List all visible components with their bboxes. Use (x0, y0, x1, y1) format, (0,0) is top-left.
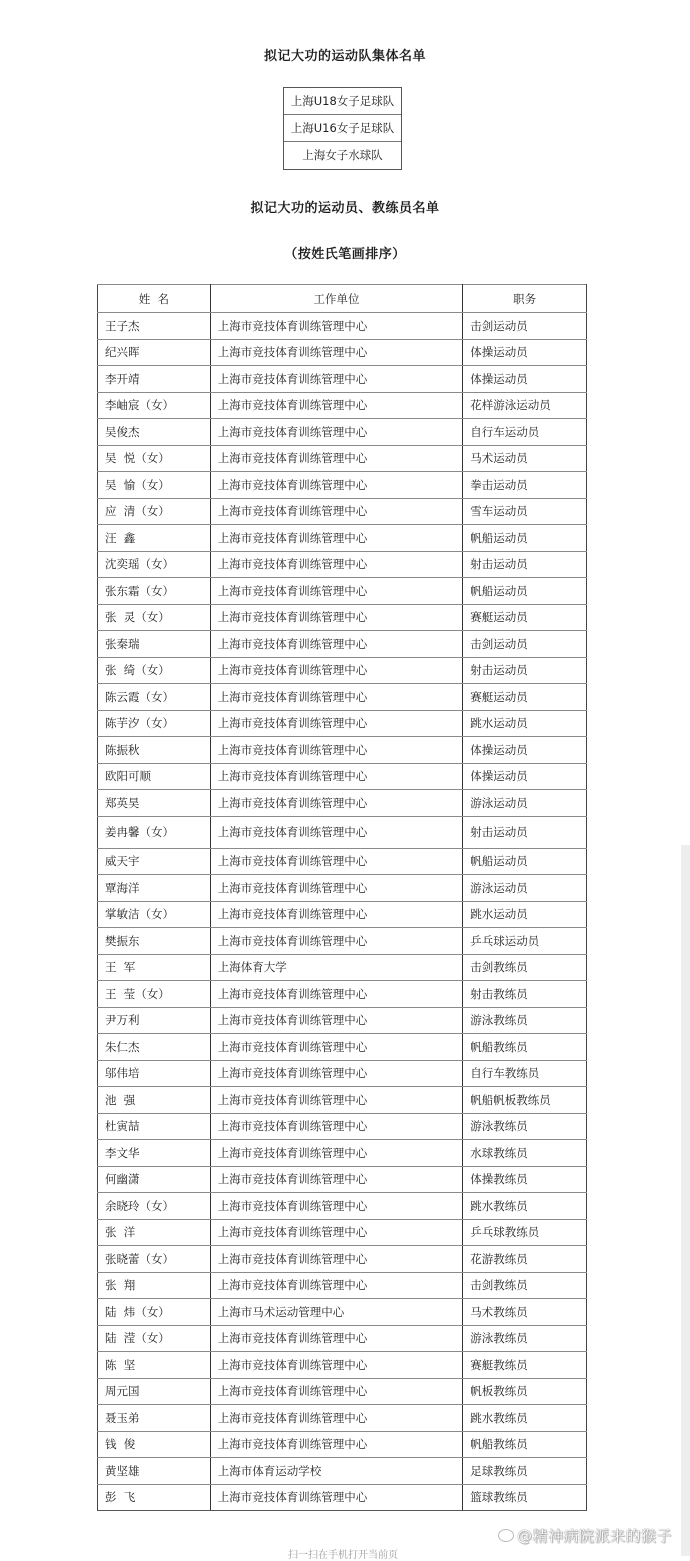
cell-workplace: 上海市竞技体育训练管理中心 (210, 1272, 462, 1299)
cell-name: 应 清（女） (98, 498, 211, 525)
cell-position: 帆船教练员 (463, 1431, 587, 1458)
cell-workplace: 上海市竞技体育训练管理中心 (210, 848, 462, 875)
scan-qr-hint: 扫一扫在手机打开当前页 (288, 1550, 398, 1561)
cell-name: 威天宇 (98, 848, 211, 875)
individual-list-title: 拟记大功的运动员、教练员名单 (250, 201, 440, 216)
table-row (98, 472, 587, 499)
cell-workplace: 上海市竞技体育训练管理中心 (210, 875, 462, 902)
table-row (98, 578, 587, 605)
cell-name: 余晓玲（女） (98, 1193, 211, 1220)
cell-workplace: 上海市竞技体育训练管理中心 (210, 1405, 462, 1432)
honoree-table (97, 284, 587, 1511)
cell-workplace: 上海市竞技体育训练管理中心 (210, 1166, 462, 1193)
table-row (98, 1193, 587, 1220)
cell-name: 王 军 (98, 954, 211, 981)
cell-name: 池 强 (98, 1087, 211, 1114)
cell-position: 击剑教练员 (463, 1272, 587, 1299)
cell-workplace: 上海市竞技体育训练管理中心 (210, 1325, 462, 1352)
cell-name: 张 绮（女） (98, 657, 211, 684)
cell-name: 张晓蕾（女） (98, 1246, 211, 1273)
cell-workplace: 上海市竞技体育训练管理中心 (210, 1378, 462, 1405)
cell-name: 杜寅喆 (98, 1113, 211, 1140)
cell-position: 游泳教练员 (463, 1007, 587, 1034)
cell-position: 乒乓球运动员 (463, 928, 587, 955)
table-row (98, 1140, 587, 1167)
cell-position: 击剑教练员 (463, 954, 587, 981)
table-row (98, 901, 587, 928)
table-row (98, 1299, 587, 1326)
cell-name: 欧阳可顺 (98, 763, 211, 790)
cell-position: 马术运动员 (463, 445, 587, 472)
cell-position: 射击教练员 (463, 981, 587, 1008)
cell-name: 朱仁杰 (98, 1034, 211, 1061)
cell-workplace: 上海市竞技体育训练管理中心 (210, 981, 462, 1008)
cell-name: 聂玉弟 (98, 1405, 211, 1432)
table-row (98, 419, 587, 446)
cell-workplace: 上海市竞技体育训练管理中心 (210, 928, 462, 955)
cell-position: 游泳教练员 (463, 1325, 587, 1352)
cell-name: 吴 愉（女） (98, 472, 211, 499)
table-row (98, 848, 587, 875)
cell-position: 体操运动员 (463, 366, 587, 393)
cell-name: 张东霜（女） (98, 578, 211, 605)
cell-position: 帆船帆板教练员 (463, 1087, 587, 1114)
table-row (98, 1060, 587, 1087)
table-row (98, 445, 587, 472)
table-row (98, 875, 587, 902)
cell-position: 帆船运动员 (463, 578, 587, 605)
cell-workplace: 上海市竞技体育训练管理中心 (210, 1007, 462, 1034)
cell-position: 帆船运动员 (463, 848, 587, 875)
cell-workplace: 上海市竞技体育训练管理中心 (210, 684, 462, 711)
table-row (98, 790, 587, 817)
header-name: 姓 名 (98, 285, 211, 313)
cell-position: 体操运动员 (463, 763, 587, 790)
cell-name: 李文华 (98, 1140, 211, 1167)
cell-name: 邬伟培 (98, 1060, 211, 1087)
table-row (98, 1087, 587, 1114)
cell-position: 水球教练员 (463, 1140, 587, 1167)
cell-workplace: 上海市竞技体育训练管理中心 (210, 472, 462, 499)
cell-workplace: 上海市竞技体育训练管理中心 (210, 737, 462, 764)
table-row (98, 1034, 587, 1061)
table-row (98, 392, 587, 419)
table-row (98, 551, 587, 578)
cell-name: 吴 悦（女） (98, 445, 211, 472)
sort-note: （按姓氏笔画排序） (284, 247, 406, 262)
cell-workplace: 上海市竞技体育训练管理中心 (210, 1193, 462, 1220)
cell-workplace: 上海市竞技体育训练管理中心 (210, 498, 462, 525)
cell-workplace: 上海市竞技体育训练管理中心 (210, 790, 462, 817)
cell-name: 李开靖 (98, 366, 211, 393)
cell-workplace: 上海市竞技体育训练管理中心 (210, 366, 462, 393)
cell-workplace: 上海市竞技体育训练管理中心 (210, 1060, 462, 1087)
cell-name: 钱 俊 (98, 1431, 211, 1458)
table-row (98, 1219, 587, 1246)
team-list-box (283, 87, 402, 170)
cell-position: 跳水教练员 (463, 1193, 587, 1220)
cell-name: 姜冉馨（女） (98, 816, 211, 848)
side-scroll-strip (681, 845, 690, 1556)
table-row (98, 313, 587, 340)
cell-workplace: 上海市竞技体育训练管理中心 (210, 657, 462, 684)
team-item: 上海U18女子足球队 (284, 88, 401, 115)
cell-position: 赛艇运动员 (463, 604, 587, 631)
cell-workplace: 上海市竞技体育训练管理中心 (210, 631, 462, 658)
table-row (98, 604, 587, 631)
cell-name: 张 洋 (98, 1219, 211, 1246)
cell-workplace: 上海市竞技体育训练管理中心 (210, 392, 462, 419)
team-item: 上海U16女子足球队 (284, 115, 401, 142)
table-row (98, 1352, 587, 1379)
table-row (98, 498, 587, 525)
table-row (98, 631, 587, 658)
cell-workplace: 上海市竞技体育训练管理中心 (210, 816, 462, 848)
cell-workplace: 上海市竞技体育训练管理中心 (210, 445, 462, 472)
cell-name: 汪 鑫 (98, 525, 211, 552)
cell-position: 拳击运动员 (463, 472, 587, 499)
cell-position: 体操运动员 (463, 339, 587, 366)
team-item: 上海女子水球队 (302, 148, 383, 162)
cell-name: 沈奕瑶（女） (98, 551, 211, 578)
table-row (98, 928, 587, 955)
table-header-row (98, 285, 587, 313)
table-body (98, 313, 587, 1511)
cell-position: 足球教练员 (463, 1458, 587, 1485)
table-row (98, 737, 587, 764)
cell-name: 陈 坚 (98, 1352, 211, 1379)
cell-workplace: 上海市竞技体育训练管理中心 (210, 313, 462, 340)
cell-name: 郑英昊 (98, 790, 211, 817)
cell-name: 陈芋汐（女） (98, 710, 211, 737)
cell-position: 自行车运动员 (463, 419, 587, 446)
cell-position: 游泳教练员 (463, 1113, 587, 1140)
table-row (98, 1378, 587, 1405)
cell-position: 篮球教练员 (463, 1484, 587, 1511)
table-row (98, 1431, 587, 1458)
cell-name: 何幽潇 (98, 1166, 211, 1193)
cell-workplace: 上海市竞技体育训练管理中心 (210, 710, 462, 737)
table-row (98, 710, 587, 737)
cell-name: 纪兴晖 (98, 339, 211, 366)
cell-position: 射击运动员 (463, 816, 587, 848)
cell-position: 帆板教练员 (463, 1378, 587, 1405)
cell-name: 张 翔 (98, 1272, 211, 1299)
header-workplace: 工作单位 (210, 285, 462, 313)
cell-workplace: 上海市体育运动学校 (210, 1458, 462, 1485)
cell-position: 帆船运动员 (463, 525, 587, 552)
cell-workplace: 上海市竞技体育训练管理中心 (210, 551, 462, 578)
table-row (98, 1246, 587, 1273)
cell-workplace: 上海市竞技体育训练管理中心 (210, 901, 462, 928)
cell-position: 自行车教练员 (463, 1060, 587, 1087)
cell-position: 帆船教练员 (463, 1034, 587, 1061)
cell-name: 陈振秋 (98, 737, 211, 764)
cell-workplace: 上海市竞技体育训练管理中心 (210, 1431, 462, 1458)
table-row (98, 816, 587, 848)
table-row (98, 954, 587, 981)
cell-position: 跳水运动员 (463, 710, 587, 737)
table-row (98, 981, 587, 1008)
table-row (98, 1113, 587, 1140)
cell-workplace: 上海体育大学 (210, 954, 462, 981)
cell-workplace: 上海市竞技体育训练管理中心 (210, 1087, 462, 1114)
cell-name: 王 莹（女） (98, 981, 211, 1008)
cell-name: 李岫宸（女） (98, 392, 211, 419)
cell-position: 赛艇教练员 (463, 1352, 587, 1379)
cell-name: 掌敏洁（女） (98, 901, 211, 928)
cell-workplace: 上海市竞技体育训练管理中心 (210, 1352, 462, 1379)
table-row (98, 1458, 587, 1485)
cell-name: 彭 飞 (98, 1484, 211, 1511)
cell-position: 乒乓球教练员 (463, 1219, 587, 1246)
cell-position: 游泳运动员 (463, 875, 587, 902)
cell-position: 击剑运动员 (463, 313, 587, 340)
cell-name: 陈云霞（女） (98, 684, 211, 711)
cell-workplace: 上海市竞技体育训练管理中心 (210, 1034, 462, 1061)
cell-position: 游泳运动员 (463, 790, 587, 817)
cell-workplace: 上海市竞技体育训练管理中心 (210, 604, 462, 631)
table-row (98, 684, 587, 711)
cell-name: 张 灵（女） (98, 604, 211, 631)
cell-position: 跳水教练员 (463, 1405, 587, 1432)
table-row (98, 1325, 587, 1352)
cell-workplace: 上海市竞技体育训练管理中心 (210, 525, 462, 552)
cell-workplace: 上海市竞技体育训练管理中心 (210, 1484, 462, 1511)
header-position: 职务 (463, 285, 587, 313)
cell-position: 花游教练员 (463, 1246, 587, 1273)
cell-workplace: 上海市竞技体育训练管理中心 (210, 1140, 462, 1167)
cell-workplace: 上海市竞技体育训练管理中心 (210, 1246, 462, 1273)
cell-position: 赛艇运动员 (463, 684, 587, 711)
cell-position: 马术教练员 (463, 1299, 587, 1326)
team-list-title: 拟记大功的运动队集体名单 (263, 49, 426, 64)
table-row (98, 1272, 587, 1299)
cell-name: 陆 炜（女） (98, 1299, 211, 1326)
cell-position: 射击运动员 (463, 551, 587, 578)
watermark-text: @精神病院派来的猴子 (517, 1527, 673, 1545)
cell-workplace: 上海市竞技体育训练管理中心 (210, 763, 462, 790)
cell-position: 跳水运动员 (463, 901, 587, 928)
table-row (98, 339, 587, 366)
cell-position: 花样游泳运动员 (463, 392, 587, 419)
cell-position: 击剑运动员 (463, 631, 587, 658)
cell-workplace: 上海市竞技体育训练管理中心 (210, 419, 462, 446)
cell-name: 黄坚雄 (98, 1458, 211, 1485)
table-row (98, 1166, 587, 1193)
weibo-icon (498, 1529, 514, 1542)
cell-name: 周元国 (98, 1378, 211, 1405)
cell-workplace: 上海市竞技体育训练管理中心 (210, 1113, 462, 1140)
table-row (98, 1484, 587, 1511)
cell-workplace: 上海市竞技体育训练管理中心 (210, 339, 462, 366)
cell-name: 张秦瑞 (98, 631, 211, 658)
cell-position: 雪车运动员 (463, 498, 587, 525)
cell-name: 尹万利 (98, 1007, 211, 1034)
table-row (98, 657, 587, 684)
cell-name: 王子杰 (98, 313, 211, 340)
table-row (98, 525, 587, 552)
cell-workplace: 上海市马术运动管理中心 (210, 1299, 462, 1326)
cell-position: 射击运动员 (463, 657, 587, 684)
watermark (498, 1525, 672, 1546)
cell-name: 吴俊杰 (98, 419, 211, 446)
cell-name: 覃海洋 (98, 875, 211, 902)
cell-name: 樊振东 (98, 928, 211, 955)
table-row (98, 1007, 587, 1034)
table-row (98, 1405, 587, 1432)
cell-workplace: 上海市竞技体育训练管理中心 (210, 578, 462, 605)
cell-position: 体操运动员 (463, 737, 587, 764)
cell-name: 陆 滢（女） (98, 1325, 211, 1352)
cell-workplace: 上海市竞技体育训练管理中心 (210, 1219, 462, 1246)
cell-position: 体操教练员 (463, 1166, 587, 1193)
table-row (98, 366, 587, 393)
table-row (98, 763, 587, 790)
